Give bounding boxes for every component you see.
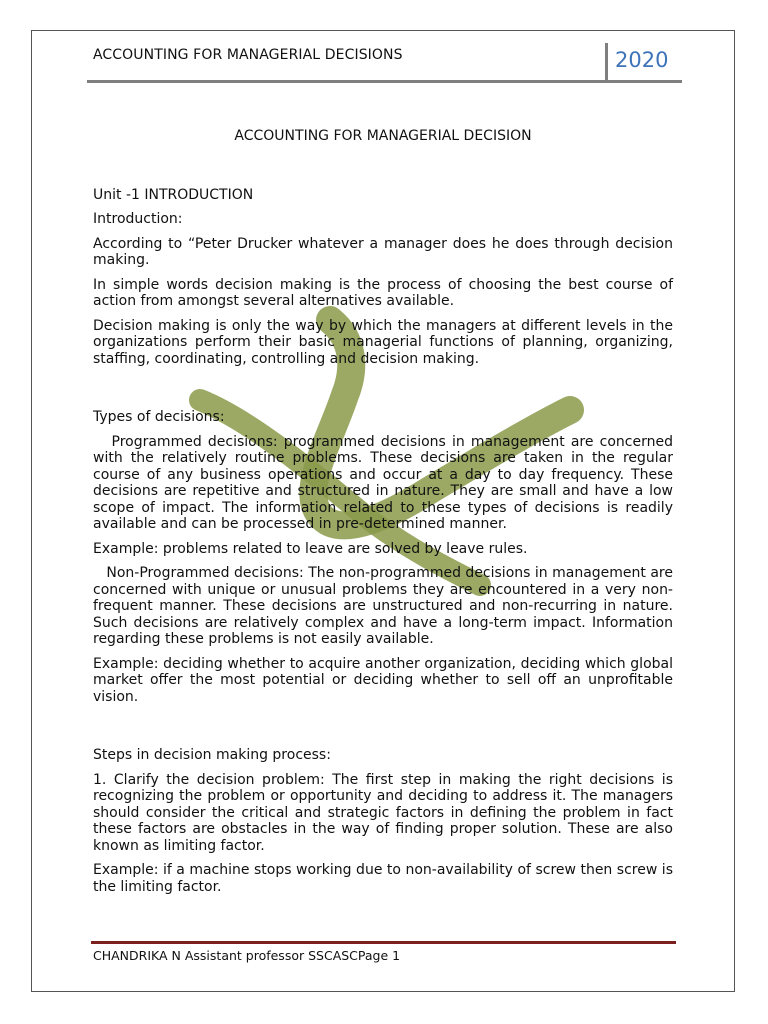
step-1-text: : The first step in making the right decisions is recognizing the problem or opportunity and deciding to address it. The managers should consider the critical and strategic factors in defining the problem in fact these factors are obstacles in the way of finding proper solution. These are also known as limiting factor. <box>93 771 673 854</box>
nonprogrammed-lead: Non-Programmed decisions: <box>106 565 304 581</box>
footer-text: CHANDRIKA N Assistant professor SSCASCPage 1 <box>93 948 401 963</box>
document-body <box>93 128 673 895</box>
step-1-paragraph <box>93 772 673 855</box>
types-heading: Types of decisions: <box>93 409 225 425</box>
header-year: 2020 <box>615 48 669 72</box>
introduction-heading: Introduction: <box>93 211 183 227</box>
step-1-number: 1. <box>93 771 114 788</box>
programmed-text: programmed decisions in management are concerned with the relatively routine problems. These decisions are taken in the regular course of any business operations and occur at a day to day frequency. These decisions are repetitive and structured in nature. They are small and have a low scope of impact. The information related to these types of decisions is readily available and can be processed in pre-determined manner. <box>93 433 673 532</box>
programmed-paragraph <box>93 434 673 533</box>
footer-rule <box>91 941 676 944</box>
nonprogrammed-example: Example: deciding whether to acquire another organization, deciding which global market offer the most potential or deciding whether to sell off an unprofitable vision. <box>93 655 673 705</box>
programmed-lead: Programmed decisions: <box>111 433 278 450</box>
intro-paragraph-2: In simple words decision making is the process of choosing the best course of action from amongst several alternatives available. <box>93 276 673 309</box>
steps-heading: Steps in decision making process: <box>93 747 331 763</box>
header-divider <box>605 43 608 81</box>
header-rule <box>87 80 682 83</box>
header-title: ACCOUNTING FOR MANAGERIAL DECISIONS <box>93 47 403 63</box>
intro-paragraph-1: According to “Peter Drucker whatever a manager does he does through decision making. <box>93 235 673 268</box>
nonprogrammed-paragraph <box>93 565 673 648</box>
step-1-example: Example: if a machine stops working due to non-availability of screw then screw is the limiting factor. <box>93 862 673 895</box>
programmed-example: Example: problems related to leave are solved by leave rules. <box>93 540 528 557</box>
document-title: ACCOUNTING FOR MANAGERIAL DECISION <box>234 128 532 144</box>
nonprogrammed-text: The non-programmed decisions in management are concerned with unique or unusual problems they are encountered in a very non-frequent manner. These decisions are unstructured and non-recurring in nature. Such decisions are relatively complex and have a long-term impact. Information regarding these problems is not easily available. <box>93 565 673 647</box>
unit-heading: Unit -1 INTRODUCTION <box>93 186 254 203</box>
step-1-lead: Clarify the decision problem <box>113 771 320 788</box>
intro-paragraph-3: Decision making is only the way by which the managers at different levels in the organizations perform their basic managerial functions of planning, organizing, staffing, coordinating, controlling and decision making. <box>93 317 673 367</box>
